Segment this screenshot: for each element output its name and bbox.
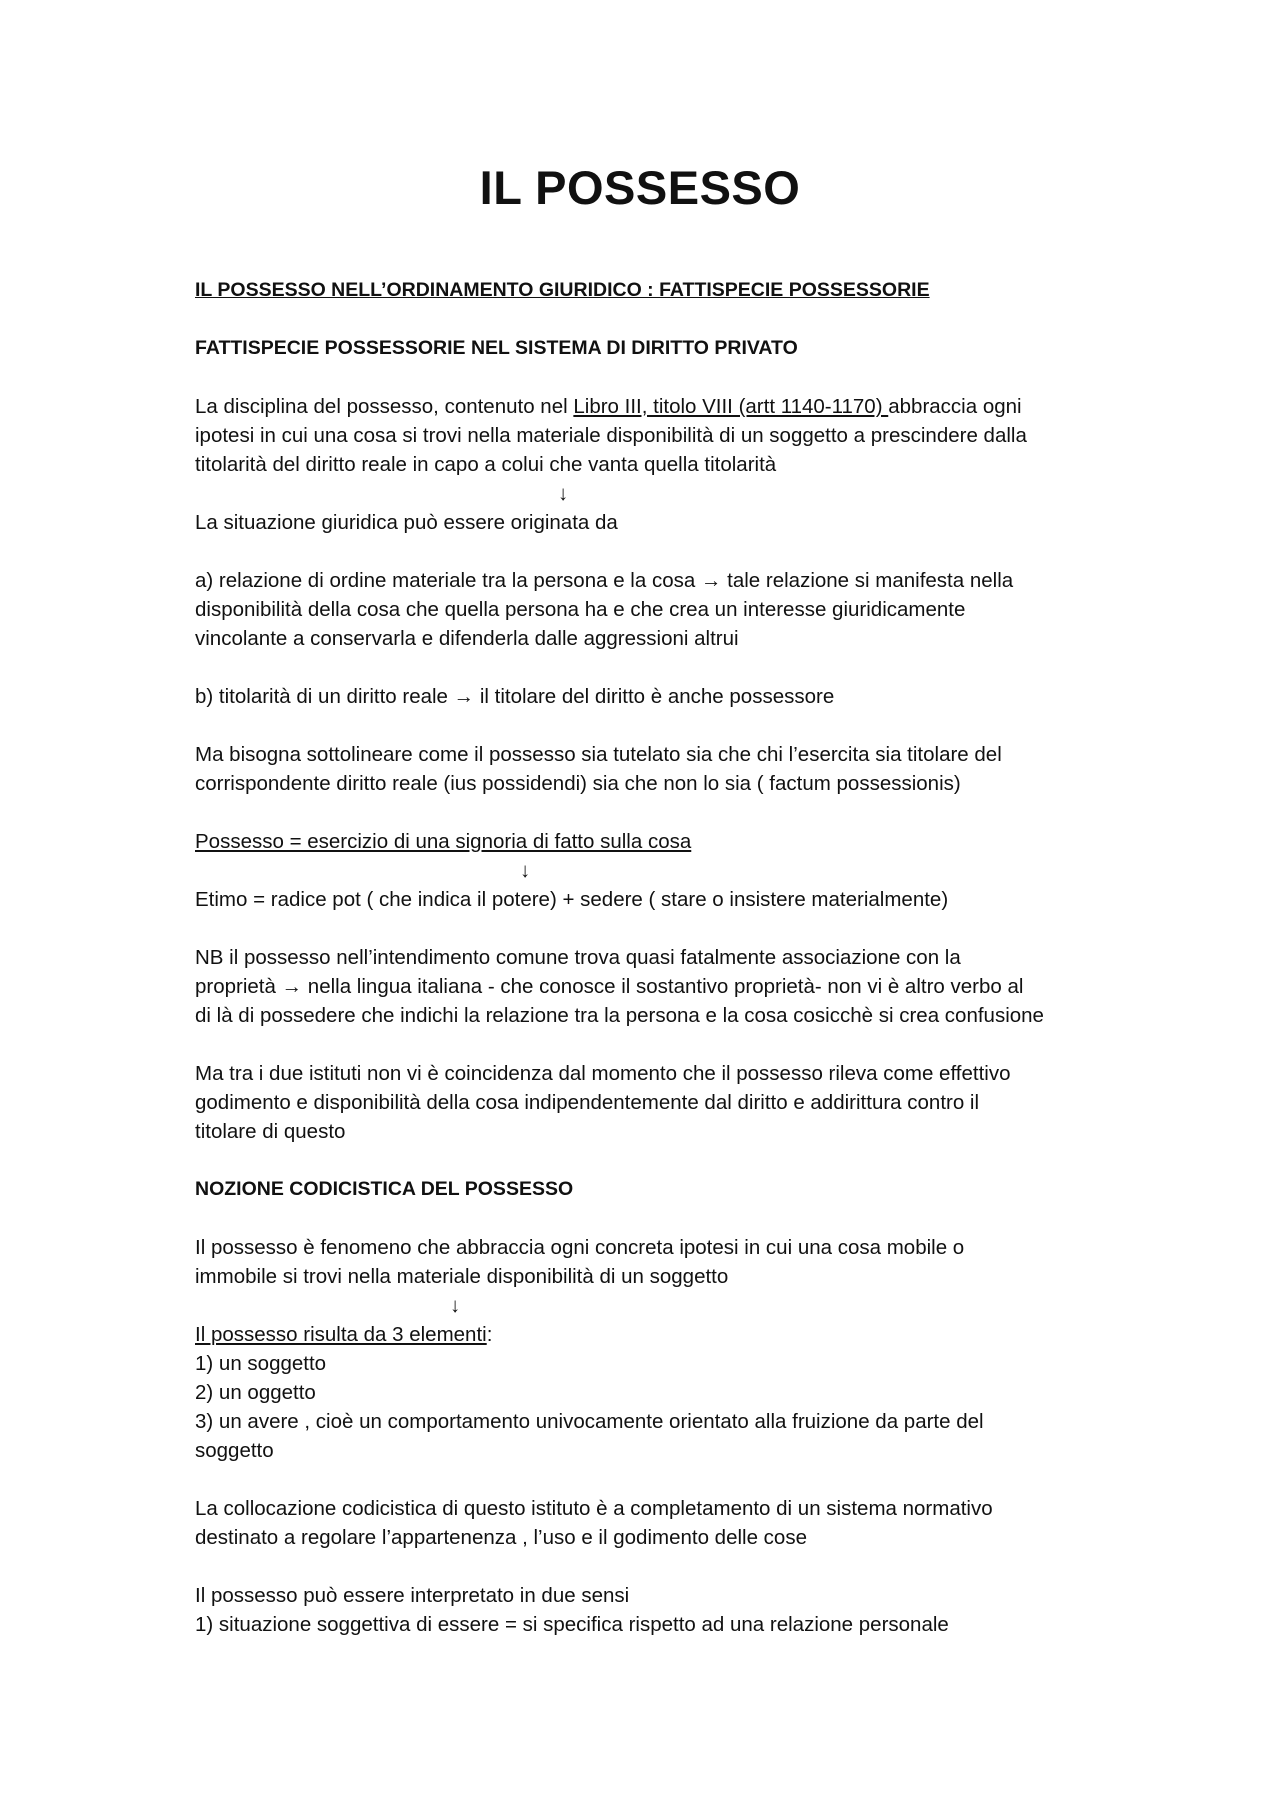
section-heading-nozione: NOZIONE CODICISTICA DEL POSSESSO [195, 1178, 574, 1200]
paragraph-line: titolare di questo [195, 1120, 346, 1143]
paragraph-line: immobile si trovi nella materiale disponibilità di un soggetto [195, 1265, 729, 1288]
paragraph-disciplina [195, 392, 1095, 479]
paragraph-line: titolarità del diritto reale in capo a colui che vanta quella titolarità [195, 453, 777, 476]
spacer [195, 653, 1095, 682]
list-item-b: b) titolarità di un diritto reale → il titolare del diritto è anche possessore [195, 685, 835, 708]
paragraph-line: Ma tra i due istituti non vi è coincidenza dal momento che il possesso rileva come effettivo [195, 1062, 1011, 1085]
paragraph-collocazione [195, 1494, 1095, 1552]
spacer [195, 1204, 1095, 1233]
spacer [195, 1146, 1095, 1175]
spacer [195, 914, 1095, 943]
paragraph-fenomeno [195, 1233, 1095, 1291]
spacer [195, 711, 1095, 740]
spacer [195, 363, 1095, 392]
spacer [195, 798, 1095, 827]
paragraph-line: 1) situazione soggettiva di essere = si specifica rispetto ad una relazione personale [195, 1613, 949, 1636]
elements-intro-underlined: Il possesso risulta da 3 elementi [195, 1323, 487, 1346]
spacer [195, 1552, 1095, 1581]
paragraph-line: La collocazione codicistica di questo istituto è a completamento di un sistema normativo [195, 1497, 993, 1520]
list-item-a [195, 566, 1095, 653]
spacer [195, 1030, 1095, 1059]
paragraph-line [195, 392, 1095, 421]
list-item: 1) un soggetto [195, 1352, 327, 1375]
spacer [195, 305, 1095, 334]
paragraph-line: disponibilità della cosa che quella persona ha e che crea un interesse giuridicamente [195, 598, 966, 621]
section-heading-fattispecie: FATTISPECIE POSSESSORIE NEL SISTEMA DI DIRITTO PRIVATO [195, 337, 798, 359]
down-arrow-icon: ↓ [520, 859, 531, 882]
paragraph-situazione: La situazione giuridica può essere originata da [195, 511, 618, 534]
document-title: IL POSSESSO [479, 161, 801, 214]
elements-intro [195, 1320, 1095, 1349]
paragraph-line: vincolante a conservarla e difenderla dalle aggressioni altrui [195, 627, 739, 650]
list-item: soggetto [195, 1439, 274, 1462]
document-body [195, 276, 1095, 1639]
down-arrow-icon: ↓ [450, 1294, 461, 1317]
paragraph-line: proprietà → nella lingua italiana - che conosce il sostantivo proprietà- non vi è altro verbo al [195, 975, 1024, 998]
paragraph-line: di là di possedere che indichi la relazione tra la persona e la cosa cosicchè si crea confusione [195, 1004, 1044, 1027]
paragraph-line: NB il possesso nell’intendimento comune trova quasi fatalmente associazione con la [195, 946, 961, 969]
section-heading-ordinamento: IL POSSESSO NELL’ORDINAMENTO GIURIDICO : FATTISPECIE POSSESSORIE [195, 279, 930, 301]
paragraph-line: ipotesi in cui una cosa si trovi nella materiale disponibilità di un soggetto a prescindere dalla [195, 424, 1027, 447]
text-fragment: La disciplina del possesso, contenuto nel [195, 395, 574, 418]
spacer [195, 537, 1095, 566]
paragraph-tutela [195, 740, 1095, 798]
paragraph-sensi [195, 1581, 1095, 1639]
paragraph-line: a) relazione di ordine materiale tra la persona e la cosa → tale relazione si manifesta nella [195, 569, 1014, 592]
paragraph-line: Ma bisogna sottolineare come il possesso sia tutelato sia che chi l’esercita sia titolare del [195, 743, 1002, 766]
list-item: 2) un oggetto [195, 1381, 316, 1404]
paragraph-etimo: Etimo = radice pot ( che indica il potere) + sedere ( stare o insistere materialmente) [195, 888, 949, 911]
paragraph-nb [195, 943, 1095, 1030]
paragraph-line: Il possesso può essere interpretato in due sensi [195, 1584, 630, 1607]
article-reference: Libro III, titolo VIII (artt 1140-1170) [573, 395, 889, 418]
paragraph-line: Il possesso è fenomeno che abbraccia ogni concreta ipotesi in cui una cosa mobile o [195, 1236, 965, 1259]
text-fragment: abbraccia ogni [888, 395, 1022, 418]
spacer [195, 1465, 1095, 1494]
definition-possesso: Possesso = esercizio di una signoria di fatto sulla cosa [195, 830, 692, 853]
down-arrow-icon: ↓ [558, 482, 569, 505]
paragraph-coincidenza [195, 1059, 1095, 1146]
paragraph-line: destinato a regolare l’appartenenza , l’uso e il godimento delle cose [195, 1526, 807, 1549]
paragraph-line: corrispondente diritto reale (ius possidendi) sia che non lo sia ( factum possessionis) [195, 772, 961, 795]
text-fragment: : [486, 1323, 493, 1346]
list-item: 3) un avere , cioè un comportamento univocamente orientato alla fruizione da parte del [195, 1410, 984, 1433]
paragraph-line: godimento e disponibilità della cosa indipendentemente dal diritto e addirittura contro il [195, 1091, 980, 1114]
